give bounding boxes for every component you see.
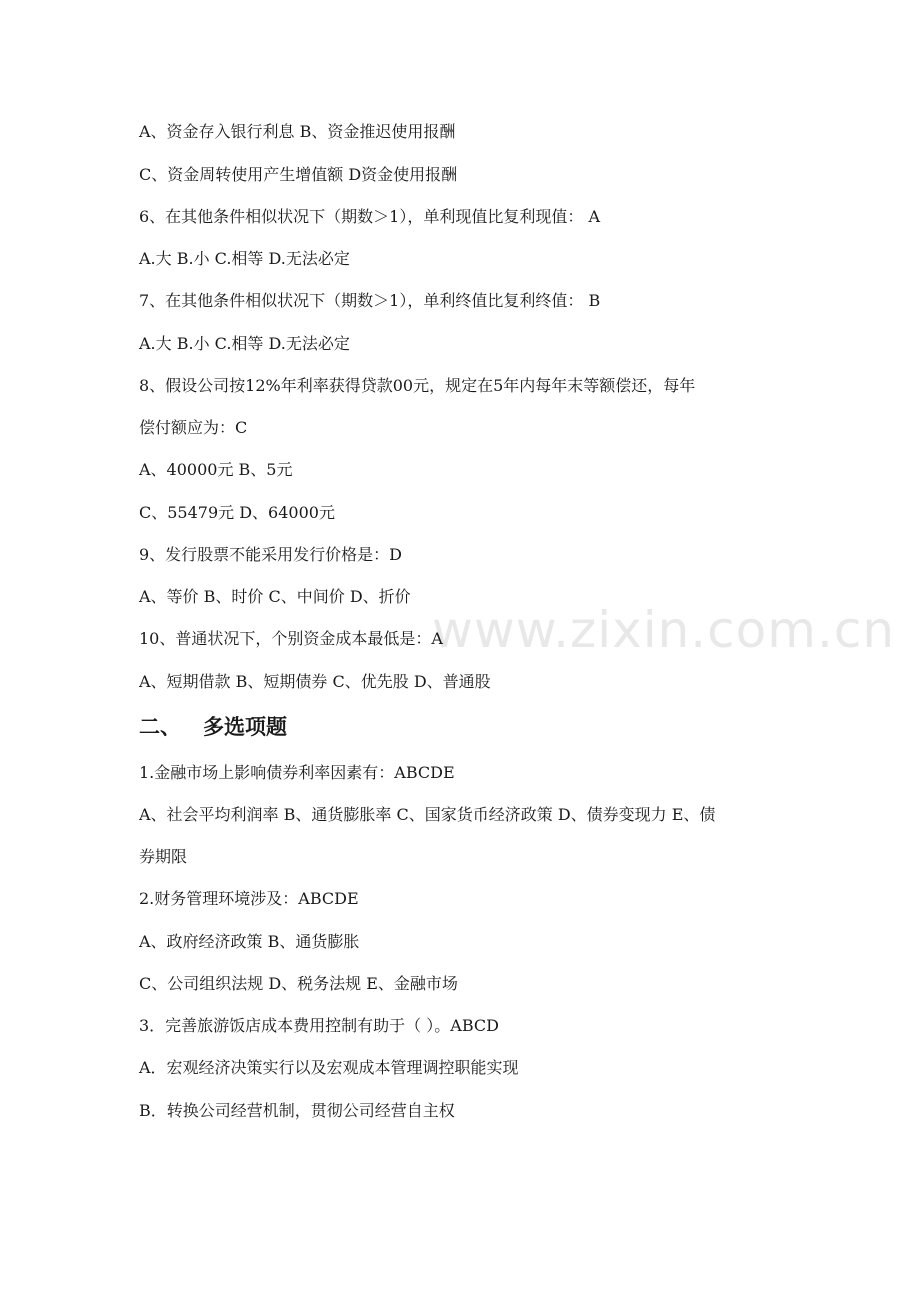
text-line: 10、普通状况下，个别资金成本最低是：A [139, 629, 443, 648]
text-line: C、公司组织法规 D、税务法规 E、金融市场 [139, 974, 458, 993]
text-line: 2.财务管理环境涉及：ABCDE [139, 889, 359, 908]
text-line: 6、在其他条件相似状况下（期数＞1），单利现值比复利现值： A [139, 207, 601, 226]
text-line: A.大 B.小 C.相等 D.无法必定 [139, 249, 350, 268]
text-line: A．宏观经济决策实行以及宏观成本管理调控职能实现 [139, 1058, 519, 1077]
text-line: 9、发行股票不能采用发行价格是：D [139, 545, 403, 564]
text-line: 7、在其他条件相似状况下（期数＞1），单利终值比复利终值： B [139, 291, 601, 310]
text-line: A、40000元 B、5元 [139, 460, 293, 479]
section-title: 多选项题 [203, 715, 287, 739]
text-line: C、55479元 D、64000元 [139, 503, 335, 522]
watermark: www.zixin.com.cn [432, 601, 896, 659]
text-line: 3．完善旅游饭店成本费用控制有助于（ ）。ABCD [139, 1016, 499, 1035]
text-line: 1.金融市场上影响债券利率因素有：ABCDE [139, 763, 455, 782]
text-line: C、资金周转使用产生增值额 D资金使用报酬 [139, 165, 458, 184]
text-line: A、等价 B、时价 C、中间价 D、折价 [139, 587, 411, 606]
text-line: A、资金存入银行利息 B、资金推迟使用报酬 [139, 122, 456, 141]
text-line: B．转换公司经营机制，贯彻公司经营自主权 [139, 1101, 455, 1120]
text-line: A、社会平均利润率 B、通货膨胀率 C、国家货币经济政策 D、债券变现力 E、债 [139, 805, 716, 824]
section-heading [139, 714, 287, 740]
text-line: 8、假设公司按12%年利率获得贷款00元，规定在5年内每年末等额偿还，每年 [139, 376, 696, 395]
text-line: 券期限 [139, 847, 188, 866]
section-number: 二、 [139, 715, 181, 739]
text-line: A、短期借款 B、短期债券 C、优先股 D、普通股 [139, 672, 491, 691]
text-line: 偿付额应为：C [139, 418, 248, 437]
text-line: A.大 B.小 C.相等 D.无法必定 [139, 334, 350, 353]
text-line: A、政府经济政策 B、通货膨胀 [139, 932, 360, 951]
